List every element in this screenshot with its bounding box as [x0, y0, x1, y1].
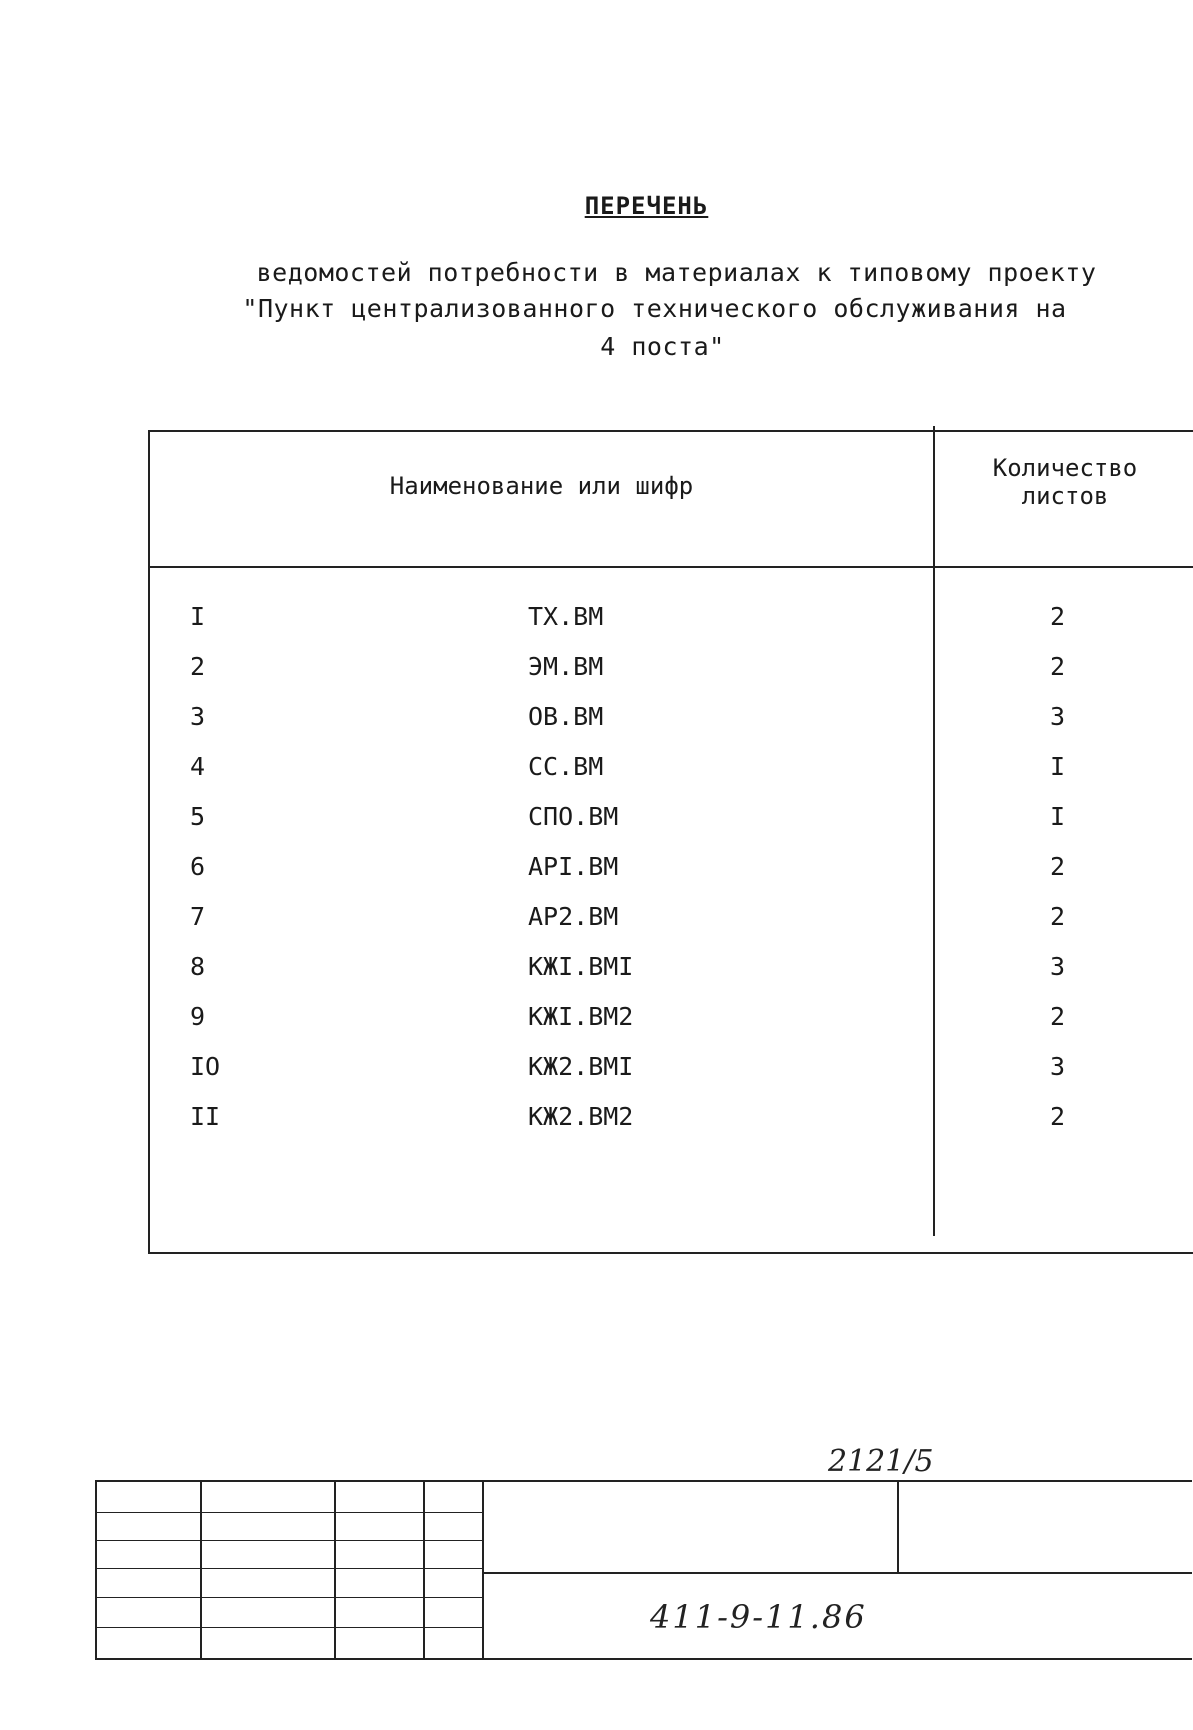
row-quantity: 2: [1050, 652, 1066, 681]
stamp-grid-line: [334, 1482, 336, 1658]
row-code: ОВ.ВМ: [528, 702, 604, 731]
row-number: I: [190, 602, 206, 631]
row-quantity: 2: [1050, 1002, 1066, 1031]
stamp-grid-line: [97, 1512, 482, 1513]
row-number: 7: [190, 902, 206, 931]
row-number: 2: [190, 652, 206, 681]
row-number: IO: [190, 1052, 221, 1081]
row-quantity: 3: [1050, 1052, 1066, 1081]
stamp-grid-line: [423, 1482, 425, 1658]
row-code: КЖI.ВМI: [528, 952, 634, 981]
stamp-grid-line: [97, 1540, 482, 1541]
materials-list-table: [148, 430, 1193, 1254]
row-code: КЖ2.ВМI: [528, 1052, 634, 1081]
subtitle-line-3: 4 поста": [600, 332, 725, 361]
stamp-grid-line: [482, 1482, 484, 1658]
document-title: ПЕРЕЧЕНЬ: [584, 192, 709, 220]
stamp-grid-line: [97, 1627, 482, 1628]
row-number: 5: [190, 802, 206, 831]
row-code: ТХ.ВМ: [528, 602, 604, 631]
header-quantity-line1: Количество: [992, 454, 1138, 482]
header-quantity: [935, 454, 1193, 510]
row-number: 9: [190, 1002, 206, 1031]
project-code: 411-9-11.86: [650, 1598, 867, 1636]
header-name: Наименование или шифр: [389, 472, 694, 500]
table-row: [150, 802, 1193, 852]
stamp-grid-line: [97, 1597, 482, 1598]
row-quantity: 2: [1050, 852, 1066, 881]
row-quantity: I: [1050, 752, 1066, 781]
stamp-grid-line: [484, 1572, 1192, 1574]
row-quantity: 3: [1050, 952, 1066, 981]
subtitle-line-2: "Пункт централизованного технического обслуживания на: [242, 294, 1067, 323]
row-quantity: 3: [1050, 702, 1066, 731]
stamp-grid-line: [97, 1568, 482, 1569]
stamp-grid-line: [897, 1482, 899, 1572]
subtitle-line-1: ведомостей потребности в материалах к типовому проекту: [256, 258, 1097, 287]
row-code: КЖI.ВМ2: [528, 1002, 634, 1031]
row-code: АРI.ВМ: [528, 852, 619, 881]
row-number: 8: [190, 952, 206, 981]
row-code: СС.ВМ: [528, 752, 604, 781]
table-row: [150, 702, 1193, 752]
title-block-stamp: [95, 1480, 1192, 1660]
row-quantity: 2: [1050, 602, 1066, 631]
row-number: 6: [190, 852, 206, 881]
handwritten-number: 2121/5: [828, 1444, 934, 1479]
table-row: [150, 952, 1193, 1002]
row-code: КЖ2.ВМ2: [528, 1102, 634, 1131]
table-row: [150, 852, 1193, 902]
table-row: [150, 1052, 1193, 1102]
header-quantity-line2: листов: [1021, 482, 1109, 510]
row-code: ЭМ.ВМ: [528, 652, 604, 681]
row-quantity: I: [1050, 802, 1066, 831]
row-quantity: 2: [1050, 902, 1066, 931]
row-number: 4: [190, 752, 206, 781]
table-row: [150, 652, 1193, 702]
header-divider: [150, 566, 1193, 568]
row-number: II: [190, 1102, 221, 1131]
table-row: [150, 602, 1193, 652]
row-quantity: 2: [1050, 1102, 1066, 1131]
table-row: [150, 902, 1193, 952]
stamp-grid-line: [200, 1482, 202, 1658]
row-code: АР2.ВМ: [528, 902, 619, 931]
table-row: [150, 1002, 1193, 1052]
table-rows: [150, 602, 1193, 1152]
row-number: 3: [190, 702, 206, 731]
table-row: [150, 752, 1193, 802]
table-row: [150, 1102, 1193, 1152]
row-code: СПО.ВМ: [528, 802, 619, 831]
